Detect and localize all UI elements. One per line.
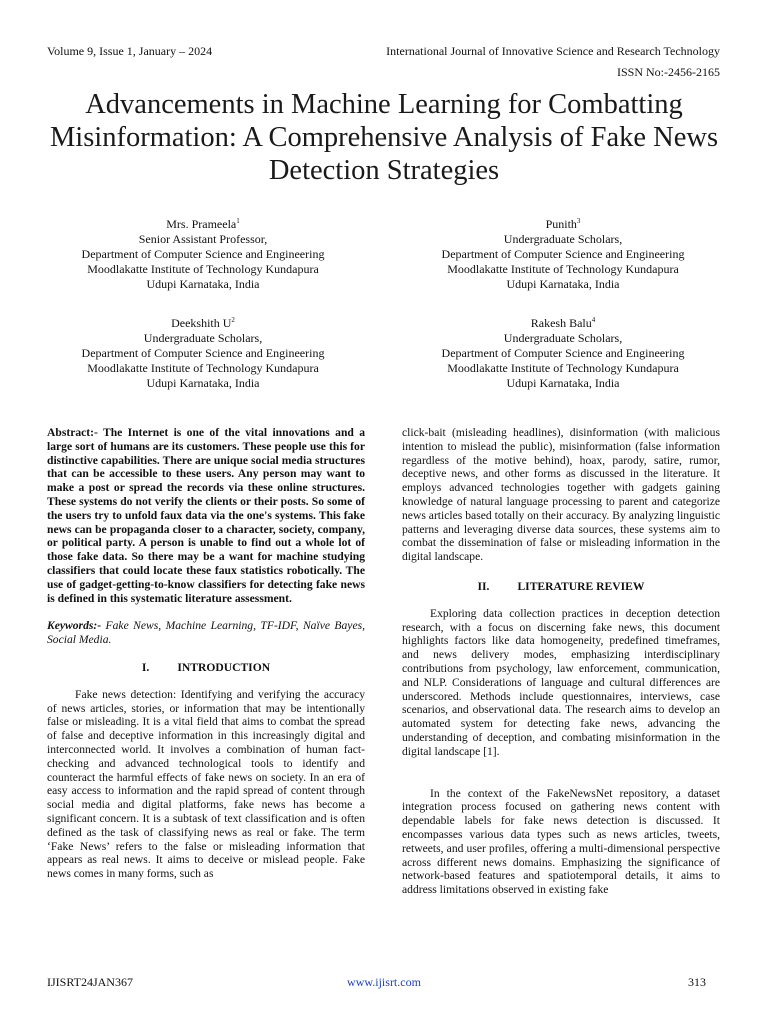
abstract: Abstract:- The Internet is one of the vital innovations and a large sort of humans are its customers. These people use this for distinctive capabilities. There are unique social media structures that can be accessible to these users. Any person may want to make a post or spread the records via these online structures. These systems do not verify the clients or their posts. So some of the users try to unfold faux data via the one's systems. This fake news can be propaganda closer to a character, society, company, or political party. A person is unable to find out a whole lot of those fake data. So there may be a want for machine studying classifiers that could locate these faux statistics robotically. The use of gadget-getting-to-know classifiers for detecting fake news is defined in this systematic literature assessment. [47,426,365,605]
right-column [402,426,720,897]
left-column [47,426,365,881]
author-block-2 [53,313,353,391]
literature-paragraph-1: Exploring data collection practices in deception detection research, with a focus on discerning fake news, this document highlights factors like data homogeneity, predefined timeframes, and news delivery modes, emphasizing interdisciplinary contributions from psychology, law enforcement, communication, and NLP. Considerations of language and cultural differences are underscored. Methods include questionnaires, interviews, case scenarios, and observational data. The research aims to develop an automated system for detecting fake news, advancing the understanding of deception, and combating misinformation in the digital landscape [1]. [402,606,720,758]
footer-url[interactable]: www.ijisrt.com [347,975,421,989]
author-dept: Department of Computer Science and Engineering [441,247,685,261]
section-heading-introduction [47,661,365,675]
keywords-text: Fake News, Machine Learning, TF-IDF, Naïve Bayes, Social Media. [47,619,365,647]
author-loc: Udupi Karnataka, India [146,277,260,291]
author-block-4 [413,313,713,391]
section-number: II. [477,579,490,593]
author-block-1 [53,214,353,292]
author-loc: Udupi Karnataka, India [146,376,260,390]
section-title: LITERATURE REVIEW [517,579,645,593]
author-name: Rakesh Balu$^4$ [530,316,596,330]
keywords-label: Keywords:- [47,619,102,633]
intro-paragraph-continued: click-bait (misleading headlines), disinformation (with malicious intention to mislead the public), misinformation (false information regardless of the motive behind), hoax, parody, satire, rumor, deceptive news, and other forms as discussed in the literature. It employs advanced technologies together with gadgets gaining knowledge of natural language processing to parent and categorize news articles based totally on their accuracy. By analyzing linguistic patterns and leveraging diverse data sources, these systems aim to combat the dissemination of false or misleading information in the digital landscape. [402,426,720,564]
intro-paragraph: Fake news detection: Identifying and verifying the accuracy of news articles, stories, or information that may be intentionally false or misleading. It is a vital field that aims to combat the spread of false and deceptive information in this increasingly digital and interconnected world. It involves a combination of human fact-checking and advanced technological tools to identify and counteract the harmful effects of fake news on society. In an era of easy access to information and the rapid spread of content through social media and digital platforms, fake news has become a significant concern. It is a subtask of text classification and is often defined as the task of classifying news as real or fake. The term ‘Fake News’ refers to the false or misleading information that appears as real news. It aims to deceive or mislead people. Fake news comes in many forms, such as [47,687,365,881]
author-name: Mrs. Prameela$^1$ [166,217,240,231]
author-inst: Moodlakatte Institute of Technology Kundapura [87,262,319,276]
author-block-3 [413,214,713,292]
author-role: Undergraduate Scholars, [143,331,263,345]
footer-page-number: 313 [688,975,706,989]
author-dept: Department of Computer Science and Engineering [81,247,325,261]
author-inst: Moodlakatte Institute of Technology Kundapura [447,262,679,276]
literature-paragraph-2: In the context of the FakeNewsNet repository, a dataset integration process focused on gathering news content with dependable labels for fake news detection is discussed. It encompasses various data types such as news articles, tweets, retweets, and user profiles, offering a multi-dimensional perspective across different news domains. Emphasizing the significance of network-based features and spatiotemporal details, it aims to address limitations observed in existing fake [402,786,720,897]
keywords [47,619,365,647]
author-role: Undergraduate Scholars, [503,232,623,246]
author-dept: Department of Computer Science and Engineering [81,346,325,360]
section-number: I. [141,660,150,674]
header-issn: ISSN No:-2456-2165 [616,65,720,79]
author-loc: Udupi Karnataka, India [506,277,620,291]
paper-title: Advancements in Machine Learning for Combatting Misinformation: A Comprehensive Analysis of Fake News Detection Strategies [49,89,719,186]
author-name: Punith$^3$ [545,217,581,231]
author-inst: Moodlakatte Institute of Technology Kundapura [447,361,679,375]
header-journal: International Journal of Innovative Science and Research Technology [386,44,720,58]
author-dept: Department of Computer Science and Engineering [441,346,685,360]
section-title: INTRODUCTION [177,660,271,674]
author-inst: Moodlakatte Institute of Technology Kundapura [87,361,319,375]
author-loc: Udupi Karnataka, India [506,376,620,390]
footer-code: IJISRT24JAN367 [47,975,133,989]
section-heading-literature-review [402,580,720,594]
header-volume: Volume 9, Issue 1, January – 2024 [47,44,213,58]
author-role: Undergraduate Scholars, [503,331,623,345]
author-role: Senior Assistant Professor, [138,232,268,246]
author-name: Deekshith $U^2$ [171,316,235,330]
